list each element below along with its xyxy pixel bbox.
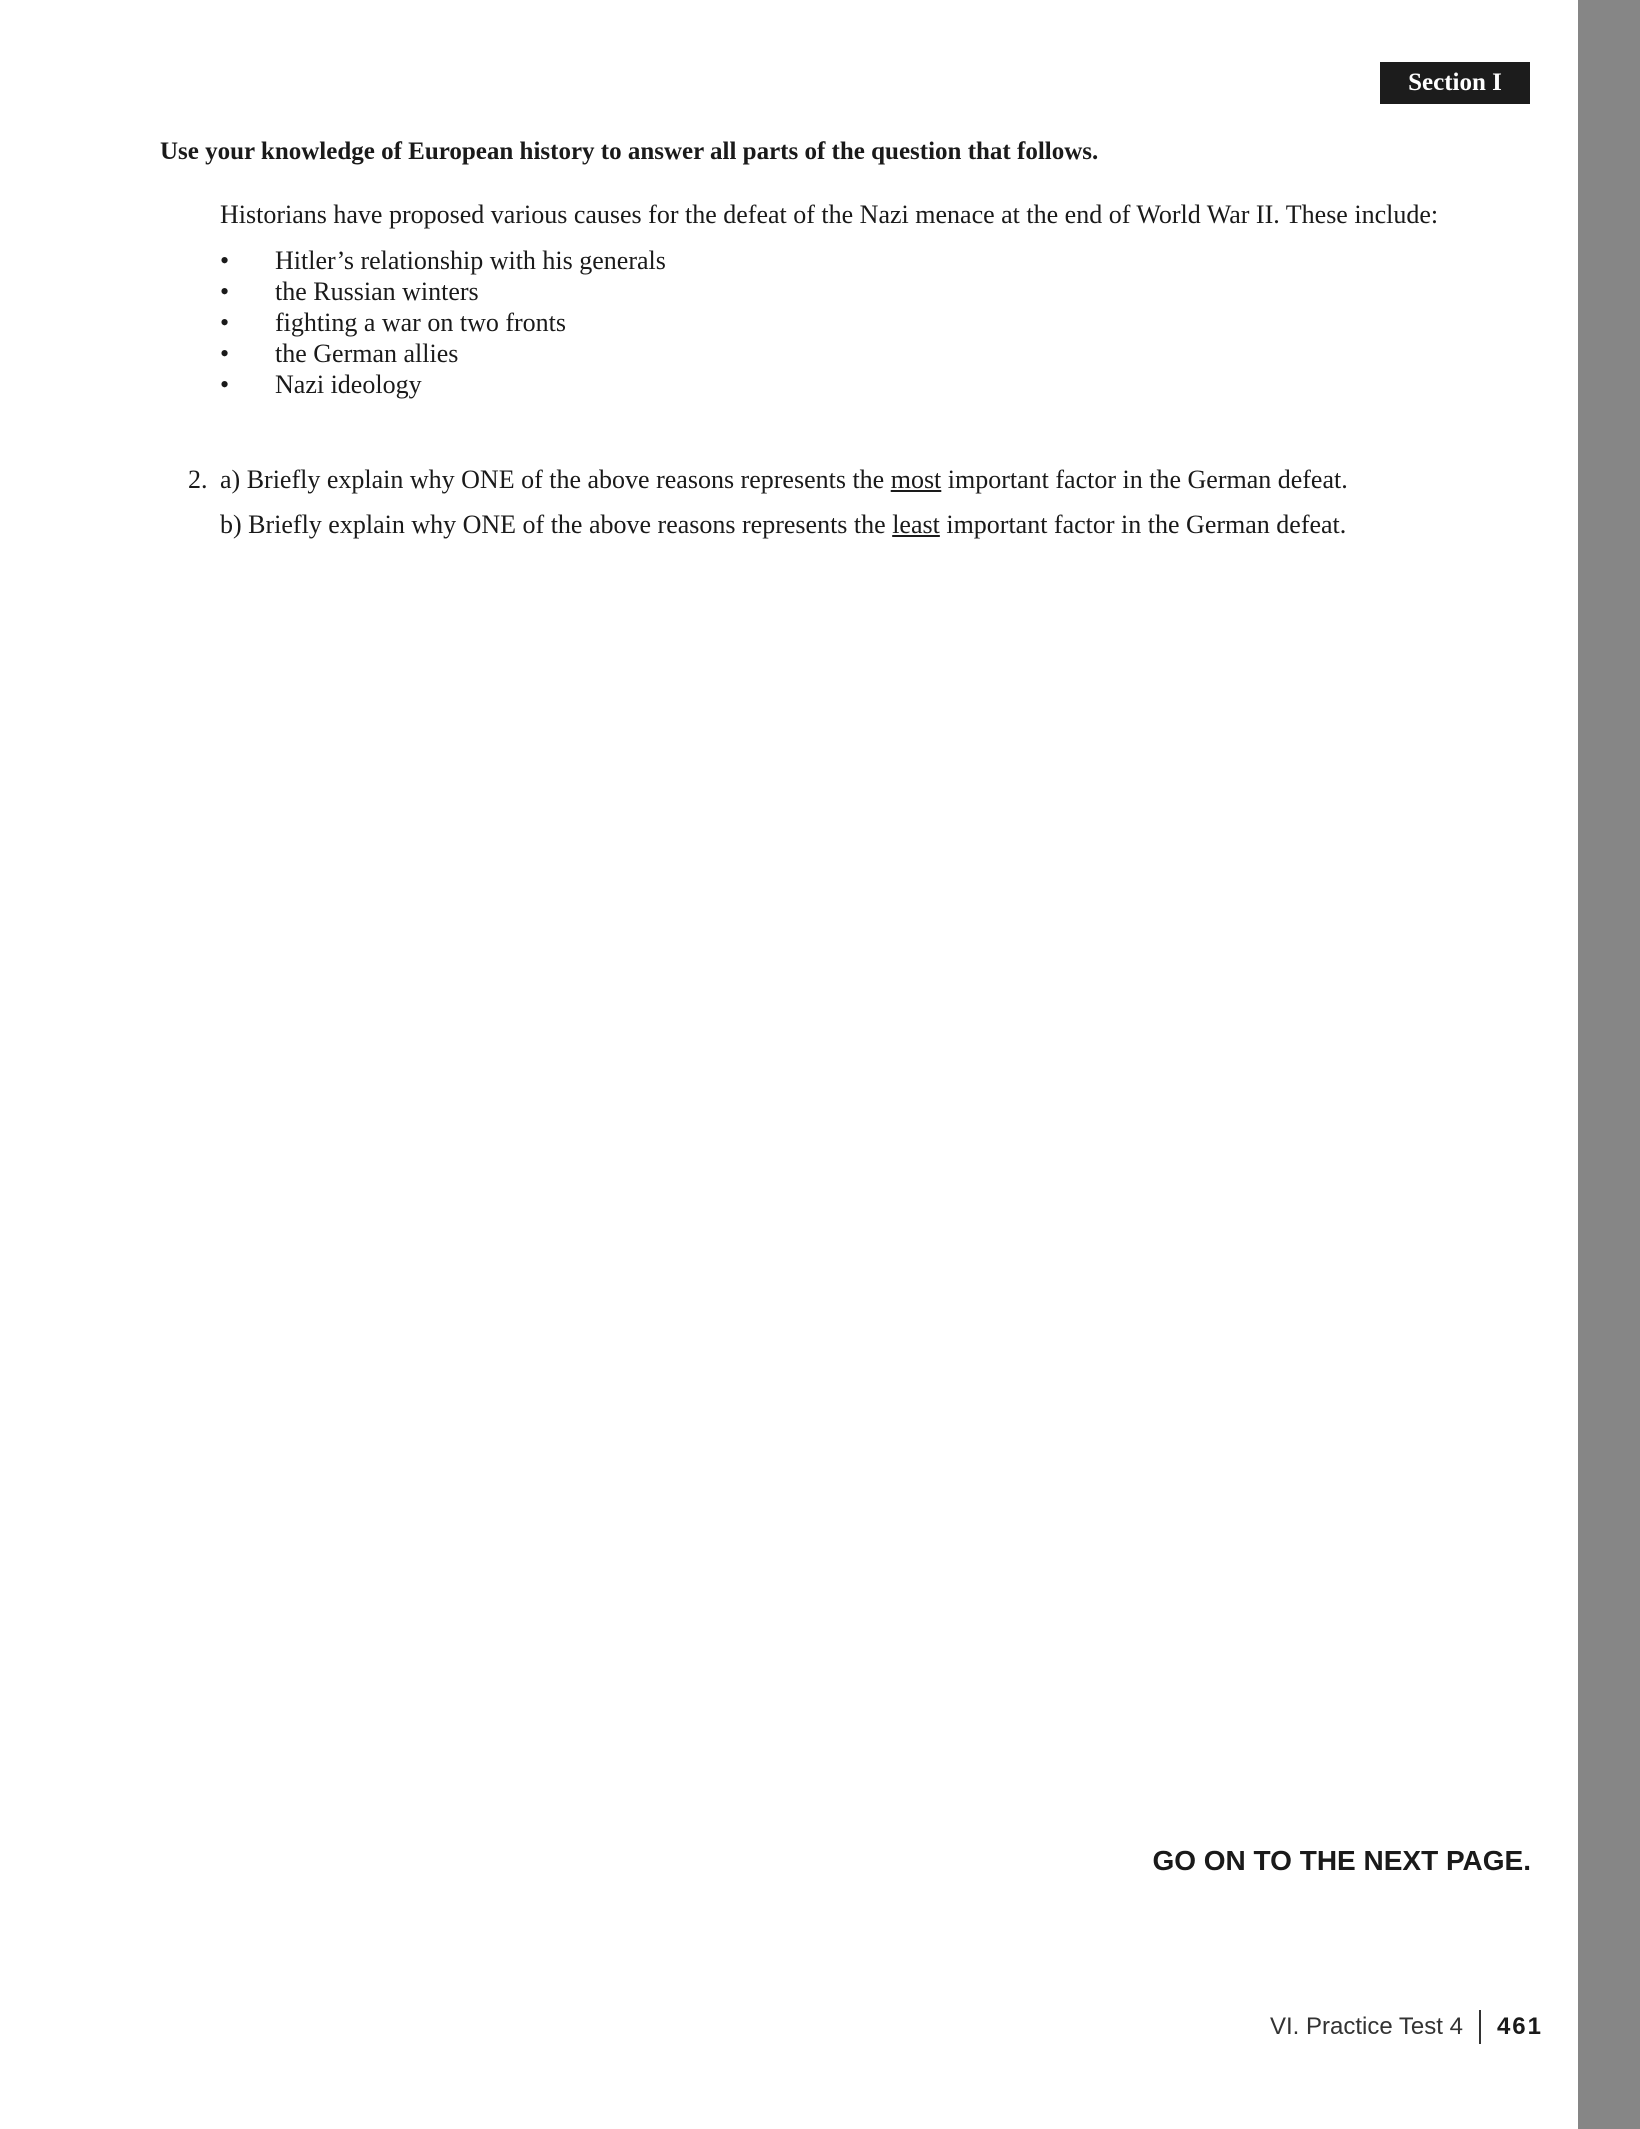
- cause-text: fighting a war on two fronts: [275, 308, 567, 337]
- question-part-b: [188, 508, 1348, 553]
- bullet-icon: •: [220, 246, 230, 275]
- bullet-icon: •: [220, 308, 230, 337]
- part-a-emphasis: most: [890, 465, 942, 494]
- list-item: [220, 307, 666, 338]
- question-number: 2.: [188, 465, 208, 494]
- part-b-before: b) Briefly explain why ONE of the above reasons represents the: [220, 510, 893, 539]
- cause-text: the Russian winters: [275, 277, 479, 306]
- intro-paragraph: Historians have proposed various causes for the defeat of the Nazi menace at the end of World War II. These include:: [220, 200, 1439, 229]
- cause-text: Nazi ideology: [275, 370, 422, 399]
- page-footer: [1270, 2010, 1543, 2044]
- list-item: [220, 338, 666, 369]
- question-part-a: [188, 463, 1348, 508]
- bullet-icon: •: [220, 277, 230, 306]
- footer-chapter: VI. Practice Test 4: [1269, 2013, 1463, 2040]
- list-item: [220, 276, 666, 307]
- instruction-heading: Use your knowledge of European history to answer all parts of the question that follows.: [160, 138, 1099, 165]
- footer-divider: [1479, 2010, 1481, 2044]
- page-number: 461: [1496, 2013, 1543, 2040]
- cause-text: the German allies: [275, 339, 459, 368]
- section-tab: [1380, 62, 1530, 104]
- part-a-after: important factor in the German defeat.: [941, 465, 1348, 494]
- bullet-icon: •: [220, 370, 230, 399]
- cause-text: Hitler’s relationship with his generals: [275, 246, 666, 275]
- list-item: [220, 245, 666, 276]
- part-a-before: a) Briefly explain why ONE of the above reasons represents the: [220, 465, 891, 494]
- section-tab-label: Section I: [1408, 69, 1502, 96]
- causes-list: [220, 245, 666, 400]
- part-b-text: [220, 508, 1346, 553]
- part-b-emphasis: least: [892, 510, 940, 539]
- bullet-icon: •: [220, 339, 230, 368]
- go-on-notice: GO ON TO THE NEXT PAGE.: [1152, 1845, 1531, 1876]
- list-item: [220, 369, 666, 400]
- question-block: [188, 463, 1348, 553]
- part-a-text: [220, 463, 1348, 508]
- part-b-after: important factor in the German defeat.: [939, 510, 1347, 539]
- side-margin-bar: [1578, 0, 1640, 2129]
